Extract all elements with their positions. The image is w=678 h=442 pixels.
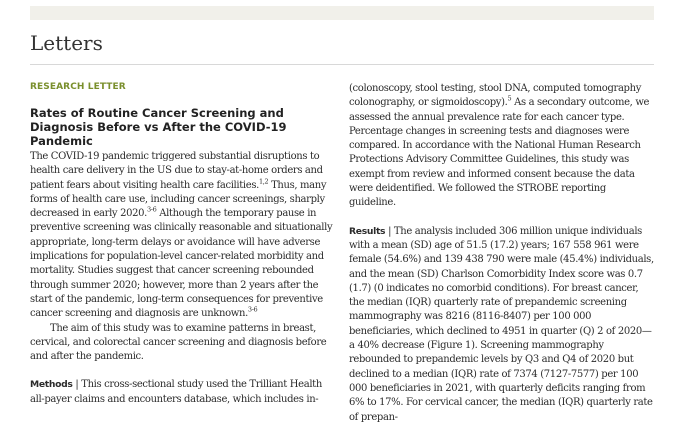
right-column xyxy=(349,82,655,425)
intro-text-2: Thus, many forms of health care use, including cancer screenings, sharply decreased in early 2020. xyxy=(30,179,327,220)
section-divider xyxy=(30,64,654,65)
results-text: | The analysis included 306 million unique individuals with a mean (SD) age of 51.5 (17.2) years; 167 558 961 were female (54.6%) and 139 438 790 were male (45.4%) individuals, and the mean (SD) Charlson Comorbidity Index score was 0.7 (1.7) (0 indicates no comorbid conditions). For breast cancer, the median (IQR) quarterly rate of prepandemic screening mammography was 8216 (8116-8407) per 100 000 beneficiaries, which declined to 4951 in quarter (Q) 2 of 2020—a 40% decrease (Figure 1). Screening mammography rebounded to prepandemic levels by Q3 and Q4 of 2020 but declined to a median (IQR) rate of 7374 (7127-7577) per 100 000 beneficiaries in 2021, with quarterly deficits ranging from 6% to 17%. For cervical cancer, the median (IQR) quarterly rate of prepan- xyxy=(349,225,654,423)
citation-ref: 3-6 xyxy=(146,205,157,214)
left-column xyxy=(30,82,335,407)
article-kicker: RESEARCH LETTER xyxy=(30,82,126,92)
intro-text-1: The COVID-19 pandemic triggered substantial disruptions to health care delivery in the US due to stay-at-home orders and patient fears about visiting health care facilities. xyxy=(30,151,323,191)
article-title: Rates of Routine Cancer Screening and Diagnosis Before vs After the COVID-19 Pandemic xyxy=(30,106,287,148)
methods-continued-paragraph xyxy=(349,82,655,211)
section-title: Letters xyxy=(30,31,103,55)
intro-paragraph xyxy=(30,150,335,322)
methods-paragraph xyxy=(30,378,335,407)
citation-ref: 3-6 xyxy=(247,305,258,314)
results-heading: Results xyxy=(349,225,386,237)
citation-ref: 5 xyxy=(507,94,512,103)
intro-text-3: Although the temporary pause in preventive screening was clinically reasonable and situationally appropriate, long-term delays or avoidance will have adverse implications for population-level cancer-related morbidity and mortality. Studies suggest that cancer screening rebounded through summer 2020; however, more than 2 years after the start of the pandemic, long-term consequences for preventive cancer screening and diagnosis are unknown. xyxy=(30,208,333,320)
results-paragraph xyxy=(349,225,655,425)
methods-text: | This cross-sectional study used the Trilliant Health all-payer claims and encounters database, which includes in- xyxy=(30,379,322,405)
methods-cont-text-1: (colonoscopy, stool testing, stool DNA, computed tomography colonography, or sigmoidoscopy). xyxy=(349,83,641,109)
methods-heading: Methods xyxy=(30,379,73,391)
aim-paragraph: The aim of this study was to examine patterns in breast, cervical, and colorectal cancer screening and diagnosis before and after the pandemic. xyxy=(30,322,327,363)
citation-ref: 1,2 xyxy=(258,177,269,186)
methods-cont-text-2: As a secondary outcome, we assessed the annual prevalence rate for each cancer type. Percentage changes in screening tests and diagnoses were compared. In accordance with the National Human Research Protections Advisory Committee Guidelines, this study was exempt from review and informed consent because the data were deidentified. We followed the STROBE reporting guideline. xyxy=(349,97,650,209)
header-band xyxy=(30,6,654,20)
